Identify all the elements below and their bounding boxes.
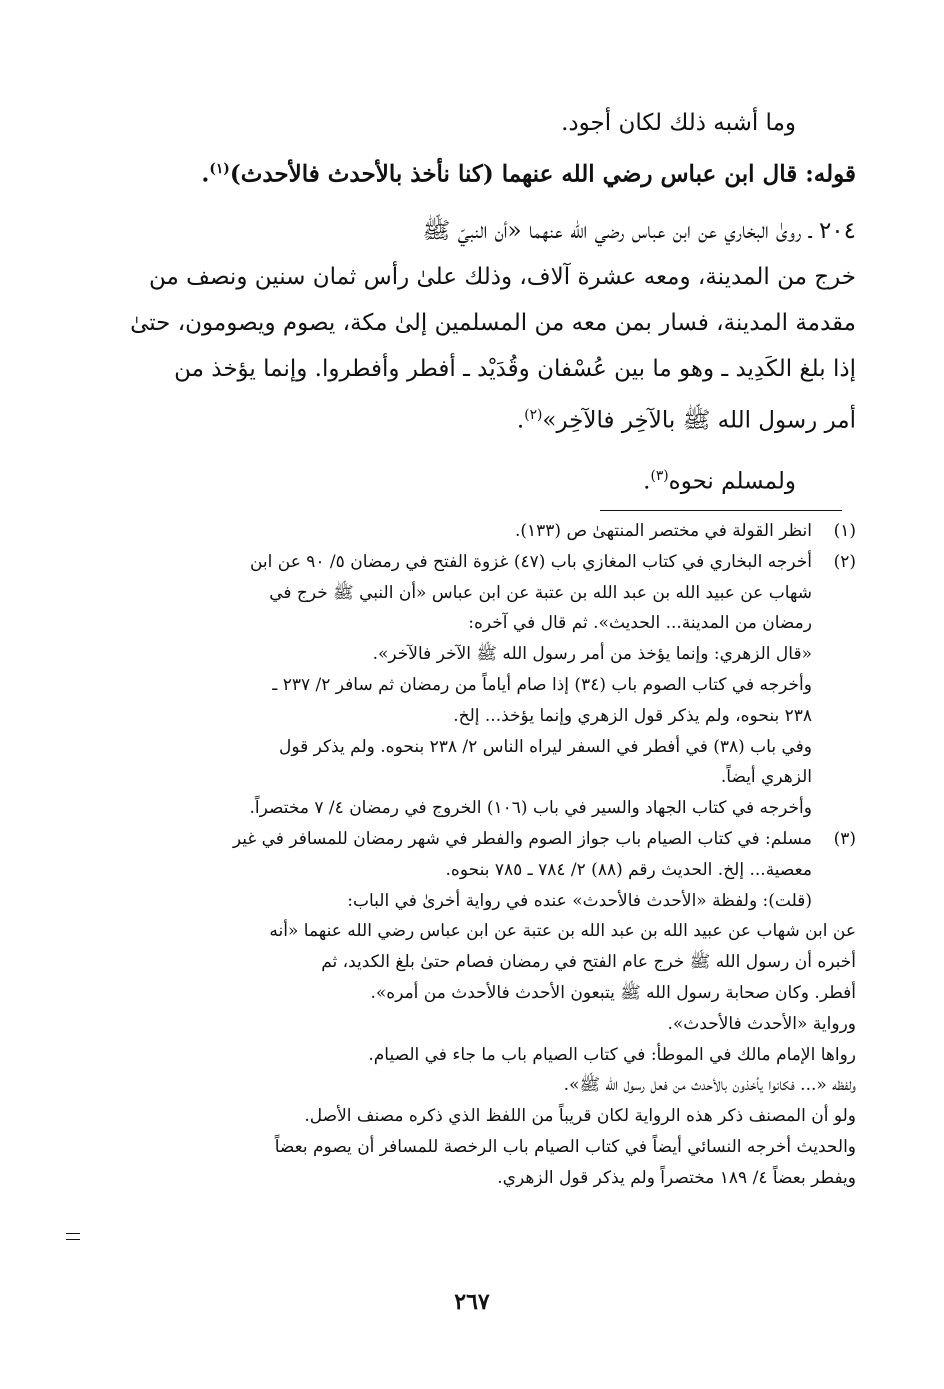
footnote-line: وأخرجه في كتاب الجهاد والسير في باب (١٠٦) الخروج في رمضان ٤/ ٧ مختصراً. — [249, 798, 812, 819]
muslim-line — [88, 453, 856, 505]
footnote-body — [88, 547, 812, 824]
heading-label: قوله: — [805, 160, 856, 188]
footnote-number: (٢) — [833, 551, 856, 572]
footnote-line: ولفظه «... فكانوا يأخذون بالأحدث من فعل رسول الله ﷺ». — [563, 1075, 856, 1096]
footnote-line: الزهري أيضاً. — [720, 767, 812, 788]
hadith-line-5 — [88, 392, 856, 444]
continuation-mark — [66, 1233, 80, 1240]
footnote-body — [88, 516, 812, 547]
main-text — [88, 100, 856, 505]
page-number: ٢٦٧ — [454, 1289, 490, 1315]
footnote-ref-3: (٣) — [650, 468, 669, 485]
heading-text: قال ابن عباس رضي الله عنهما (كنا نأخذ بالأحدث فالأحدث) — [229, 160, 798, 188]
footnote-line: ولو أن المصنف ذكر هذه الرواية لكان قريباً من اللفظ الذي ذكره مصنف الأصل. — [304, 1106, 856, 1127]
section-heading — [88, 146, 856, 198]
hadith-end: . — [516, 407, 525, 434]
footnote-ref-2: (٢) — [524, 406, 543, 423]
footnote-line: شهاب عن عبيد الله بن عبد الله بن عتبة عن ابن عباس «أن النبي ﷺ خرج في — [269, 582, 812, 603]
footnote-line: ورواية «الأحدث فالأحدث». — [667, 1013, 856, 1034]
footnote-line: معصية... إلخ. الحديث رقم (٨٨) ٢/ ٧٨٤ ـ ٧٨٥ بنحوه. — [445, 859, 812, 880]
footnote-line: «قال الزهري: وإنما يؤخذ من أمر رسول الله ﷺ الآخر فالآخر». — [372, 644, 812, 665]
footnote-body — [88, 824, 812, 916]
footnote-number: (١) — [833, 521, 856, 541]
footnote-line: أخرجه البخاري في كتاب المغازي باب (٤٧) غزوة الفتح في رمضان ٥/ ٩٠ عن ابن — [249, 551, 812, 572]
hadith-line-4: إذا بلغ الكَدِيد ـ وهو ما بين عُسْفان وقُدَيْد ـ أفطر وأفطروا. وإنما يؤخذ من — [174, 355, 856, 382]
footnote-2 — [88, 547, 856, 824]
hadith-last-text: أمر رسول الله ﷺ بالآخِر فالآخِر» — [542, 407, 856, 434]
hadith-line-1: ٢٠٤ ـ روىٰ البخاري عن ابن عباس رضي الله عنهما «أن النبيّ ﷺ — [422, 217, 856, 244]
footnote-line: عن ابن شهاب عن عبيد الله بن عبد الله بن عتبة عن ابن عباس رضي الله عنهما «أنه — [269, 921, 856, 942]
footnote-line: ٢٣٨ بنحوه، ولم يذكر قول الزهري وإنما يؤخذ... إلخ. — [453, 705, 812, 726]
hadith-line-2: خرج من المدينة، ومعه عشرة آلاف، وذلك علىٰ رأس ثمان سنين ونصف من — [149, 263, 856, 290]
muslim-text: ولمسلم نحوه — [668, 468, 796, 495]
heading-end: . — [201, 160, 210, 188]
footnote-line: (قلت): ولفظة «الأحدث فالأحدث» عنده في رواية أخرىٰ في الباب: — [347, 890, 812, 911]
footnote-line: والحديث أخرجه النسائي أيضاً في كتاب الصيام باب الرخصة للمسافر أن يصوم بعضاً — [274, 1136, 856, 1157]
hadith-line-3: مقدمة المدينة، فسار بمن معه من المسلمين إلىٰ مكة، يصوم ويصومون، حتىٰ — [130, 309, 856, 336]
intro-line: وما أشبه ذلك لكان أجود. — [561, 110, 796, 136]
footnote-line: وأخرجه في كتاب الصوم باب (٣٤) إذا صام أياماً من رمضان ثم سافر ٢/ ٢٣٧ ـ — [272, 674, 812, 695]
footnote-number: (٣) — [833, 828, 856, 849]
footnote-1 — [88, 516, 856, 547]
footnote-line: رمضان من المدينة... الحديث». ثم قال في آخره: — [468, 613, 812, 634]
footnote-3 — [88, 824, 856, 916]
footnote-separator — [600, 510, 842, 511]
footnote-line: رواها الإمام مالك في الموطأ: في كتاب الصيام باب ما جاء في الصيام. — [368, 1044, 856, 1065]
muslim-end: . — [643, 468, 651, 495]
footnote-line: أفطر. وكان صحابة رسول الله ﷺ يتبعون الأحدث فالأحدث من أمره». — [370, 982, 856, 1003]
footnote-line: أخبره أن رسول الله ﷺ خرج عام الفتح في رمضان فصام حتىٰ بلغ الكديد، ثم — [321, 952, 856, 973]
footnote-ref-1: (١) — [209, 161, 230, 177]
footnote-line: وفي باب (٣٨) في أفطر في السفر ليراه الناس ٢/ ٢٣٨ بنحوه. ولم يذكر قول — [278, 736, 812, 757]
footnote-line: انظر القولة في مختصر المنتهىٰ ص (١٣٣). — [514, 521, 812, 541]
footnotes — [88, 516, 856, 1194]
footnote-line: ويفطر بعضاً ٤/ ١٨٩ مختصراً ولم يذكر قول الزهري. — [497, 1167, 856, 1188]
footnote-line: مسلم: في كتاب الصيام باب جواز الصوم والفطر في شهر رمضان للمسافر في غير — [232, 828, 812, 849]
